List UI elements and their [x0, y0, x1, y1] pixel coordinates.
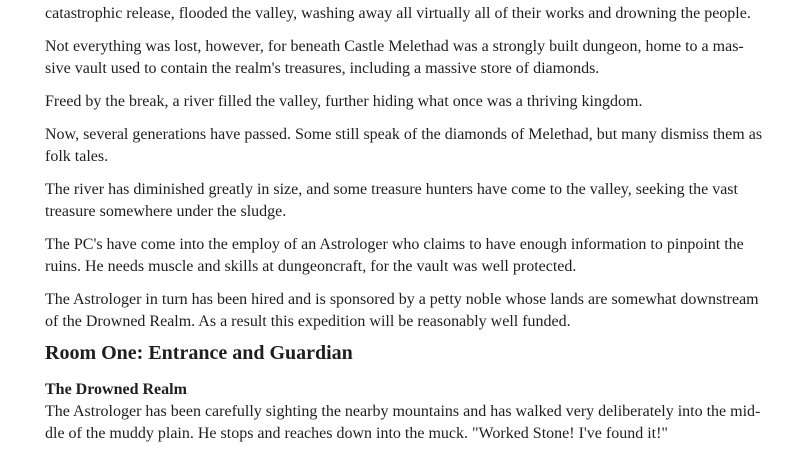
text-line: Now, several generations have passed. Some still speak of the diamonds of Melethad, but many dismiss them as	[45, 126, 763, 143]
text-line: catastrophic release, flooded the valley, washing away all virtually all of their works and drowning the people.	[45, 5, 751, 22]
text-line: The river has diminished greatly in size, and some treasure hunters have come to the valley, seeking the vast	[45, 181, 738, 198]
paragraph	[45, 91, 755, 113]
text-line: The Astrologer has been carefully sighting the nearby mountains and has walked very deliberately into the mid-	[45, 403, 761, 420]
text-line: The PC's have come into the employ of an Astrologer who claims to have enough information to pinpoint the	[45, 236, 744, 253]
text-line: Not everything was lost, however, for beneath Castle Melethad was a strongly built dungeon, home to a mas-	[45, 38, 744, 55]
paragraph	[45, 289, 759, 333]
text-line: treasure somewhere under the sludge.	[45, 203, 287, 220]
paragraph	[45, 124, 763, 168]
text-line: dle of the muddy plain. He stops and reaches down into the muck. "Worked Stone! I've found it!"	[45, 425, 668, 442]
paragraph	[45, 179, 755, 223]
paragraph	[45, 0, 755, 25]
text-line: folk tales.	[45, 148, 109, 165]
paragraph	[45, 401, 761, 445]
text-line: sive vault used to contain the realm's treasures, including a massive store of diamonds.	[45, 60, 600, 77]
text-line: The Astrologer in turn has been hired and is sponsored by a petty noble whose lands are somewhat downstream	[45, 291, 759, 308]
text-line: of the Drowned Realm. As a result this expedition will be reasonably well funded.	[45, 313, 571, 330]
text-line: Freed by the break, a river filled the valley, further hiding what once was a thriving kingdom.	[45, 93, 643, 110]
paragraph	[45, 36, 755, 80]
subsection-heading: The Drowned Realm	[45, 381, 187, 398]
paragraph	[45, 234, 755, 278]
text-line: ruins. He needs muscle and skills at dungeoncraft, for the vault was well protected.	[45, 258, 577, 275]
section-heading: Room One: Entrance and Guardian	[45, 342, 353, 364]
